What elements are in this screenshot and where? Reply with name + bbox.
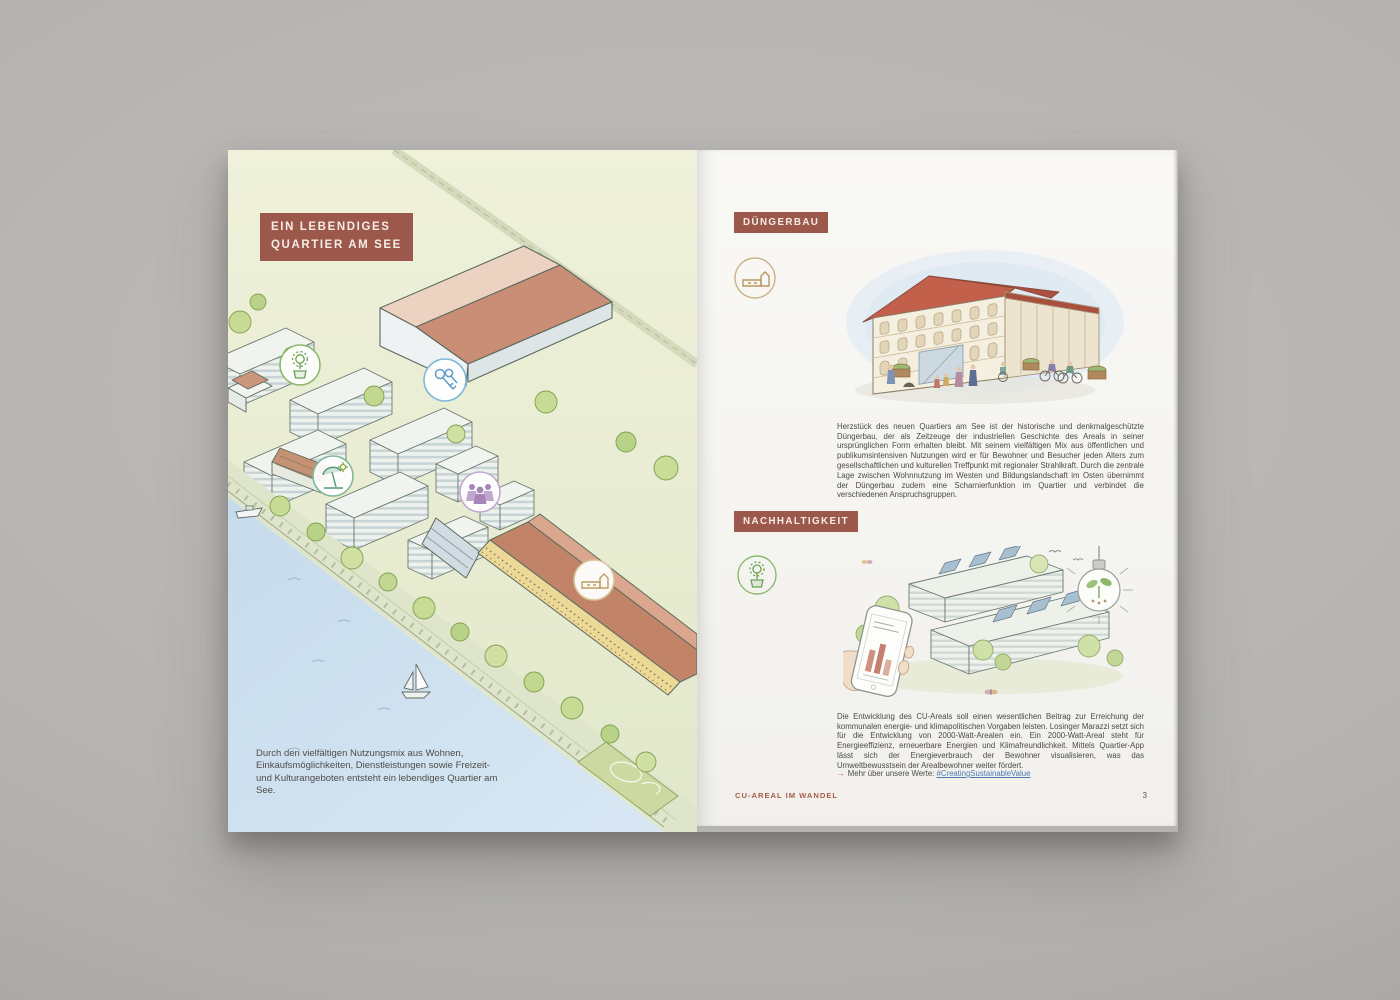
page-number: 3 [1142,791,1147,800]
brochure-spread [228,150,1178,832]
flower-pot-icon [280,345,320,385]
birds [1049,551,1083,561]
values-link-prefix: Mehr über unsere Werte: [847,769,937,778]
arrow-icon: → [837,769,845,778]
keys-icon [424,359,466,401]
duengerbau-illustration [845,244,1125,414]
beach-umbrella-icon [313,456,353,496]
section-heading-duengerbau: DÜNGERBAU [734,212,828,233]
creating-sustainable-value-link[interactable]: #CreatingSustainableValue [936,769,1031,778]
heritage-building-icon [733,256,777,300]
nachhaltigkeit-illustration [843,546,1147,710]
map-caption: Durch den vielfältigen Nutzungsmix aus Wohnen, Einkaufsmöglichkeiten, Dienstleistungen sowie Freizeit- und Kulturangeboten entsteht ein lebendiges Quartier am See. [256,747,498,797]
page-title-line1: EIN LEBENDIGES [271,221,391,233]
page-left [228,150,697,832]
community-icon [460,472,500,512]
duengerbau-paragraph: Herzstück des neuen Quartiers am See ist der historische und denkmalgeschützte Düngerbau, der als Zeitzeuge der industriellen Geschichte des Areals in seiner ursprünglichen Form erhalten bleibt. Mit seinem vielfältigen Mix aus öffentlichen und publikumsintensiven Nutzungen wird er für Bewohner und Besucher jeden Alters zum gesellschaftlichen und kulturellen Treffpunkt mit regionaler Strahlkraft. Durch die zentrale Lage zwischen Wohnnutzung im Westen und Bildungslandschaft im Osten übernimmt der Düngerbau zudem eine Scharnierfunktion im Quartier und verbindet die verschiedenen Anspruchsgruppen. [837,421,1144,500]
page-title-line2: QUARTIER AM SEE [271,239,402,252]
values-link-line [837,769,1030,778]
footer-running-title: CU-AREAL IM WANDEL [735,791,839,800]
nachhaltigkeit-paragraph: Die Entwicklung des CU-Areals soll einen wesentlichen Beitrag zur Erreichung der kommunalen energie- und klimapolitischen Vorgaben leisten. Losinger Marazzi setzt sich für die Entwicklung von 2000-Watt-Arealen ein. Ein 2000-Watt-Areal steht für Energieeffizienz, erneuerbare Energien und Klimafreundlichkeit. Mittels Quartier-App lässt sich der Energieverbrauch der Bewohner visualisieren, was das Umweltbewusstsein der Arealbewohner weiter fördert. [837,711,1144,770]
flower-pot-icon [736,554,778,596]
page-right [697,150,1178,826]
heritage-building-icon [574,560,614,600]
section-heading-nachhaltigkeit: NACHHALTIGKEIT [734,511,858,532]
page-title [260,213,413,261]
